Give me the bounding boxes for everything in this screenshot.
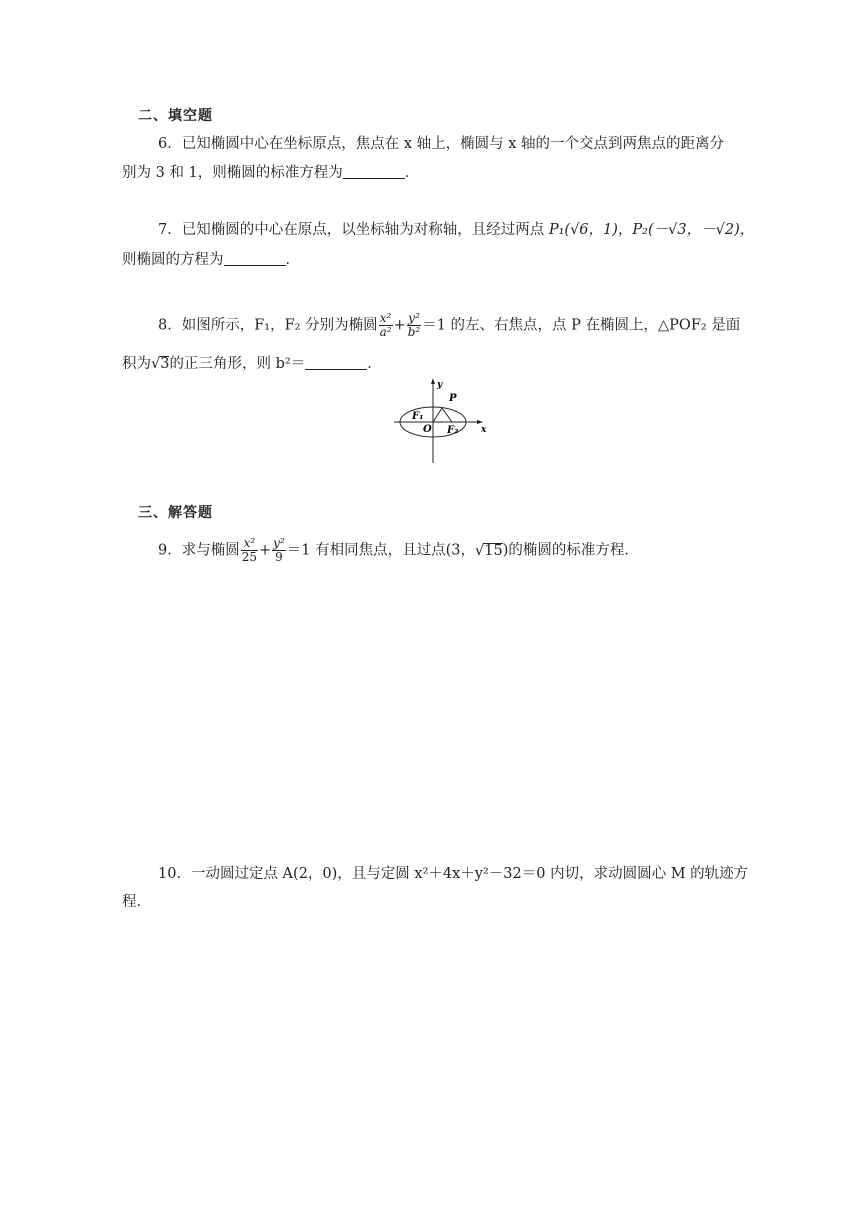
fraction-denominator: 9 <box>275 550 283 564</box>
fraction-x2-25 <box>241 537 258 564</box>
question-9-text-b: ＝1 有相同焦点，且过点(3， <box>286 542 475 559</box>
question-7-text: 7．已知椭圆的中心在原点，以坐标轴为对称轴，且经过两点 <box>158 222 545 238</box>
question-6-line-1: 6．已知椭圆中心在坐标原点，焦点在 x 轴上，椭圆与 x 轴的一个交点到两焦点的距离分 <box>158 136 725 152</box>
label-F2: F₂ <box>447 425 459 436</box>
fraction-numerator: x² <box>241 537 258 551</box>
question-9-text: 9．求与椭圆 <box>158 542 240 559</box>
question-8-line-2: 积为√3的正三角形，则 b²＝ ． <box>122 356 382 372</box>
question-8-text-b: ＝1 的左、右焦点，点 P 在椭圆上，△POF₂ 是面 <box>422 317 741 334</box>
question-7-line-1 <box>158 220 754 240</box>
question-8-line-1 <box>158 312 740 339</box>
sqrt-15: 15 <box>484 542 503 559</box>
question-6-text: 别为 3 和 1，则椭圆的标准方程为 <box>122 165 343 181</box>
fraction-denominator: 25 <box>241 550 258 564</box>
label-x: x <box>481 425 487 435</box>
fraction-y2-9 <box>272 537 286 564</box>
question-7-line-2: 则椭圆的方程为 ． <box>122 252 300 268</box>
plus-sign: + <box>393 317 406 334</box>
fraction-denominator: a² <box>379 325 392 339</box>
fraction-x2-a2 <box>379 312 393 339</box>
question-8-text-c: 积为 <box>122 356 151 372</box>
fraction-denominator: b² <box>407 325 421 339</box>
question-6-line-2: 别为 3 和 1，则椭圆的标准方程为 ． <box>122 165 420 181</box>
question-9-line: 9．求与椭圆 $\frac{\text{x²}}{25}$ + $\frac{\text{y²}}{9}$ ＝1 有相同焦点，且过点(3，√15)的椭圆的标准方程． <box>158 536 639 564</box>
x-axis-arrow <box>477 420 483 424</box>
question-7-points: P₁(√6，1)，P₂(－√3，－√2)， <box>548 222 755 238</box>
answer-blank-6 <box>343 164 405 179</box>
fraction-numerator: y² <box>273 536 285 550</box>
plus-sign: + <box>259 542 272 559</box>
sqrt-3: 3 <box>160 356 170 372</box>
answer-blank-7 <box>224 251 286 266</box>
label-O: O <box>423 424 432 435</box>
question-8-text-d: 的正三角形，则 b²＝ <box>169 356 306 372</box>
ellipse-figure <box>392 375 492 465</box>
y-axis-arrow <box>431 378 435 384</box>
fraction-numerator: x² <box>379 311 392 325</box>
question-10-line-2: 程． <box>122 894 151 910</box>
section-title-fill-in: 二、填空题 <box>138 108 213 124</box>
section-title-solve: 三、解答题 <box>138 505 213 521</box>
answer-blank-8 <box>305 355 367 370</box>
question-8-text: 8．如图所示，F₁，F₂ 分别为椭圆 <box>158 317 378 334</box>
question-7-text-2: 则椭圆的方程为 <box>122 252 224 268</box>
fraction-y2-b2 <box>407 312 422 339</box>
segment-OP <box>433 408 442 422</box>
segment-PF2 <box>442 408 452 422</box>
fraction-numerator: y² <box>408 311 420 325</box>
label-P: P <box>449 393 457 404</box>
label-y: y <box>437 380 443 390</box>
question-9-text-c: )的椭圆的标准方程． <box>502 542 639 559</box>
question-10-line-1: 10．一动圆过定点 A(2，0)，且与定圆 x²＋4x＋y²－32＝0 内切，求动圆圆心 M 的轨迹方 <box>158 866 749 882</box>
label-F1: F₁ <box>412 411 424 422</box>
